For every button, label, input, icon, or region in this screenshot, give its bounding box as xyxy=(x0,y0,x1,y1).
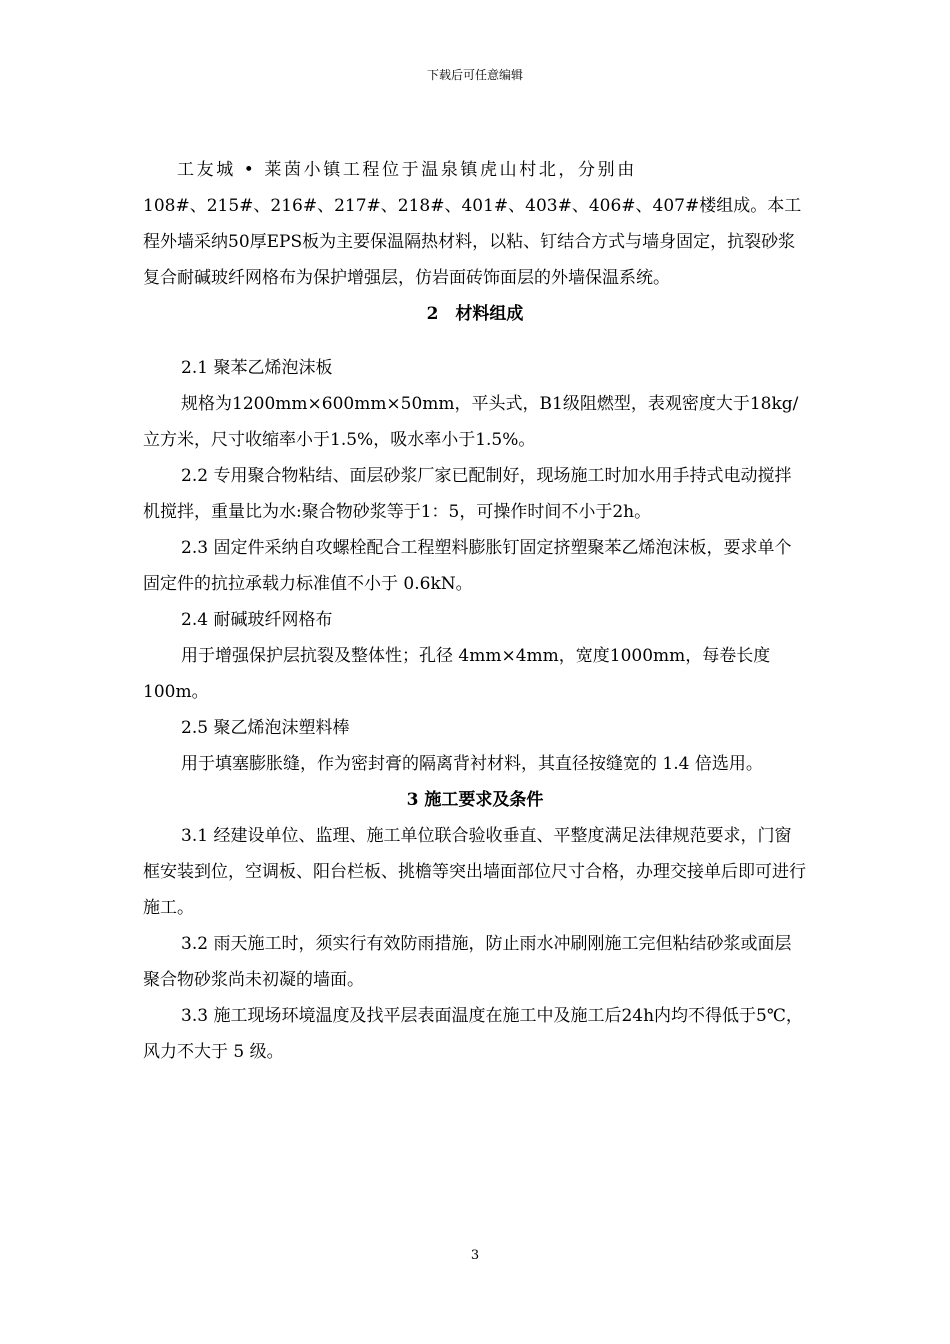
intro-first-line: 工友城 • 莱茵小镇工程位于温泉镇虎山村北，分别由 xyxy=(177,160,637,180)
paragraph-2-3: 2.3 固定件采纳自攻螺栓配合工程塑料膨胀钉固定挤塑聚苯乙烯泡沫板，要求单个固定件的抗拉承载力标准值不小于 0.6kN。 xyxy=(143,538,792,594)
paragraph-2-5-spec: 用于填塞膨胀缝，作为密封膏的隔离背衬材料，其直径按缝宽的 1.4 倍选用。 xyxy=(181,754,763,774)
paragraph-2-2: 2.2 专用聚合物粘结、面层砂浆厂家已配制好，现场施工时加水用手持式电动搅拌机搅拌，重量比为水:聚合物砂浆等于1：5，可操作时间不小于2h。 xyxy=(143,466,792,522)
section-heading-materials: 2 材料组成 xyxy=(426,304,524,324)
paragraph-2-1-spec: 规格为1200mm×600mm×50mm，平头式，B1级阻燃型，表观密度大于18kg/立方米，尺寸收缩率小于1.5%，吸水率小于1.5%。 xyxy=(143,394,799,450)
page-header: 下载后可任意编辑 xyxy=(426,68,523,82)
subheading-2-4: 2.4 耐碱玻纤网格布 xyxy=(181,610,333,630)
paragraph-3-3: 3.3 施工现场环境温度及找平层表面温度在施工中及施工后24h内均不得低于5℃，风力不大于 5 级。 xyxy=(143,1006,803,1062)
intro-remaining-text: 108#、215#、216#、217#、218#、401#、403#、406#、407#楼组成。本工程外墙采纳50厚EPS板为主要保温隔热材料，以粘、钉结合方式与墙身固定，抗裂砂浆复合耐碱玻纤网格布为保护增强层，仿岩面砖饰面层的外墙保温系统。 xyxy=(143,196,802,288)
section-heading-requirements: 3 施工要求及条件 xyxy=(406,790,544,810)
paragraph-3-2: 3.2 雨天施工时，须实行有效防雨措施，防止雨水冲刷刚施工完但粘结砂浆或面层聚合物砂浆尚未初凝的墙面。 xyxy=(143,934,792,990)
document-body xyxy=(143,152,807,1070)
subheading-2-5: 2.5 聚乙烯泡沫塑料棒 xyxy=(181,718,350,738)
subheading-2-1: 2.1 聚苯乙烯泡沫板 xyxy=(181,358,333,378)
paragraph-2-4-spec: 用于增强保护层抗裂及整体性；孔径 4mm×4mm，宽度1000mm，每卷长度100m。 xyxy=(143,646,771,702)
paragraph-3-1: 3.1 经建设单位、监理、施工单位联合验收垂直、平整度满足法律规范要求，门窗框安装到位，空调板、阳台栏板、挑檐等突出墙面部位尺寸合格，办理交接单后即可进行施工。 xyxy=(143,826,806,918)
intro-paragraph xyxy=(143,152,807,296)
page-number: 3 xyxy=(470,1248,480,1263)
